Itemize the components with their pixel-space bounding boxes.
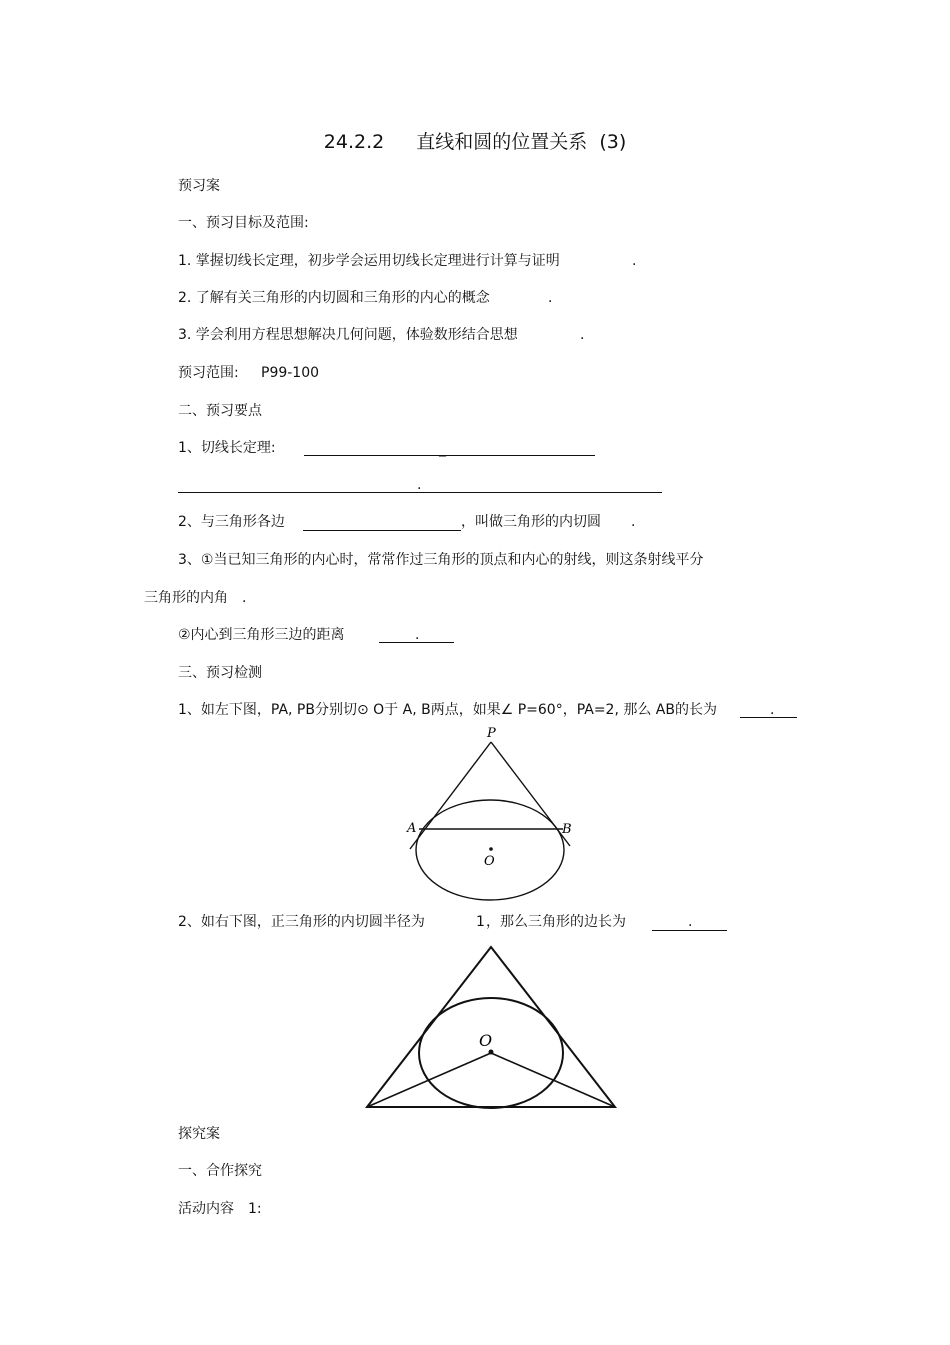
circle-o	[416, 800, 564, 900]
equilateral-triangle	[367, 947, 615, 1107]
goal-3-period: .	[580, 327, 585, 343]
goal-1-period: .	[632, 253, 637, 269]
preview-case-heading: 预习案	[178, 178, 220, 194]
blank-1b-period: .	[417, 477, 422, 493]
question-1: 1、如左下图，PA, PB分别切⊙ O于 A, B两点，如果∠ P=60°，PA=2, 那么 AB的长为	[178, 702, 717, 718]
point-2-text-a: 2、与三角形各边	[178, 514, 285, 530]
label-b: B	[562, 822, 572, 837]
goal-2: 2. 了解有关三角形的内切圆和三角形的内心的概念	[178, 290, 490, 306]
activity-label: 活动内容	[178, 1201, 234, 1217]
tangent-line-pa	[410, 742, 491, 849]
section-1-heading: 一、预习目标及范围:	[178, 215, 309, 231]
range-label: 预习范围:	[178, 365, 239, 381]
blank-3-period: .	[415, 627, 420, 643]
explore-case-heading: 探究案	[178, 1126, 220, 1142]
point-3-period: .	[242, 590, 247, 606]
blank-1a-underscore: _	[439, 441, 446, 457]
point-3-text-a: 3、①当已知三角形的内心时，常常作过三角形的顶点和内心的射线，则这条射线平分	[178, 552, 704, 568]
answer-blank-q1[interactable]	[740, 717, 797, 718]
range-value: P99-100	[261, 365, 320, 381]
segment-o-right-vertex	[491, 1053, 615, 1107]
goal-3: 3. 学会利用方程思想解决几何问题，体验数形结合思想	[178, 327, 518, 343]
label-p: P	[487, 726, 496, 741]
goal-1: 1. 掌握切线长定理，初步学会运用切线长定理进行计算与证明	[178, 253, 560, 269]
section-2-heading: 二、预习要点	[178, 403, 262, 419]
section-4-heading: 一、合作探究	[178, 1163, 262, 1179]
center-point-o	[489, 847, 493, 851]
blank-q2-period: .	[688, 914, 693, 930]
incircle	[419, 998, 563, 1108]
point-2-text-b: ，叫做三角形的内切圆	[461, 514, 601, 530]
point-3-text-c: ②内心到三角形三边的距离	[178, 627, 345, 643]
segment-o-left-vertex	[367, 1053, 491, 1107]
title-suffix: (3)	[599, 131, 627, 153]
activity-number: 1:	[248, 1201, 262, 1217]
tangent-line-pb	[491, 742, 570, 846]
question-2-text-a: 2、如右下图，正三角形的内切圆半径为	[178, 914, 425, 930]
goal-2-period: .	[548, 290, 553, 306]
label-o: O	[484, 854, 495, 869]
question-2-text-b: ，那么三角形的边长为	[486, 914, 626, 930]
title-text: 直线和圆的位置关系	[416, 131, 588, 153]
page-title	[0, 130, 950, 154]
point-2-period: .	[631, 514, 636, 530]
answer-blank-1a[interactable]	[304, 455, 595, 456]
answer-blank-2[interactable]	[303, 530, 461, 531]
label-a: A	[407, 821, 417, 836]
label-o-fig2: O	[479, 1031, 493, 1050]
title-number: 24.2.2	[323, 131, 385, 153]
point-1-label: 1、切线长定理:	[178, 440, 276, 456]
section-3-heading: 三、预习检测	[178, 665, 262, 681]
question-2-number: 1	[476, 914, 485, 930]
incenter-point	[489, 1050, 494, 1055]
blank-q1-period: .	[770, 702, 775, 718]
point-3-text-b: 三角形的内角	[144, 590, 228, 606]
